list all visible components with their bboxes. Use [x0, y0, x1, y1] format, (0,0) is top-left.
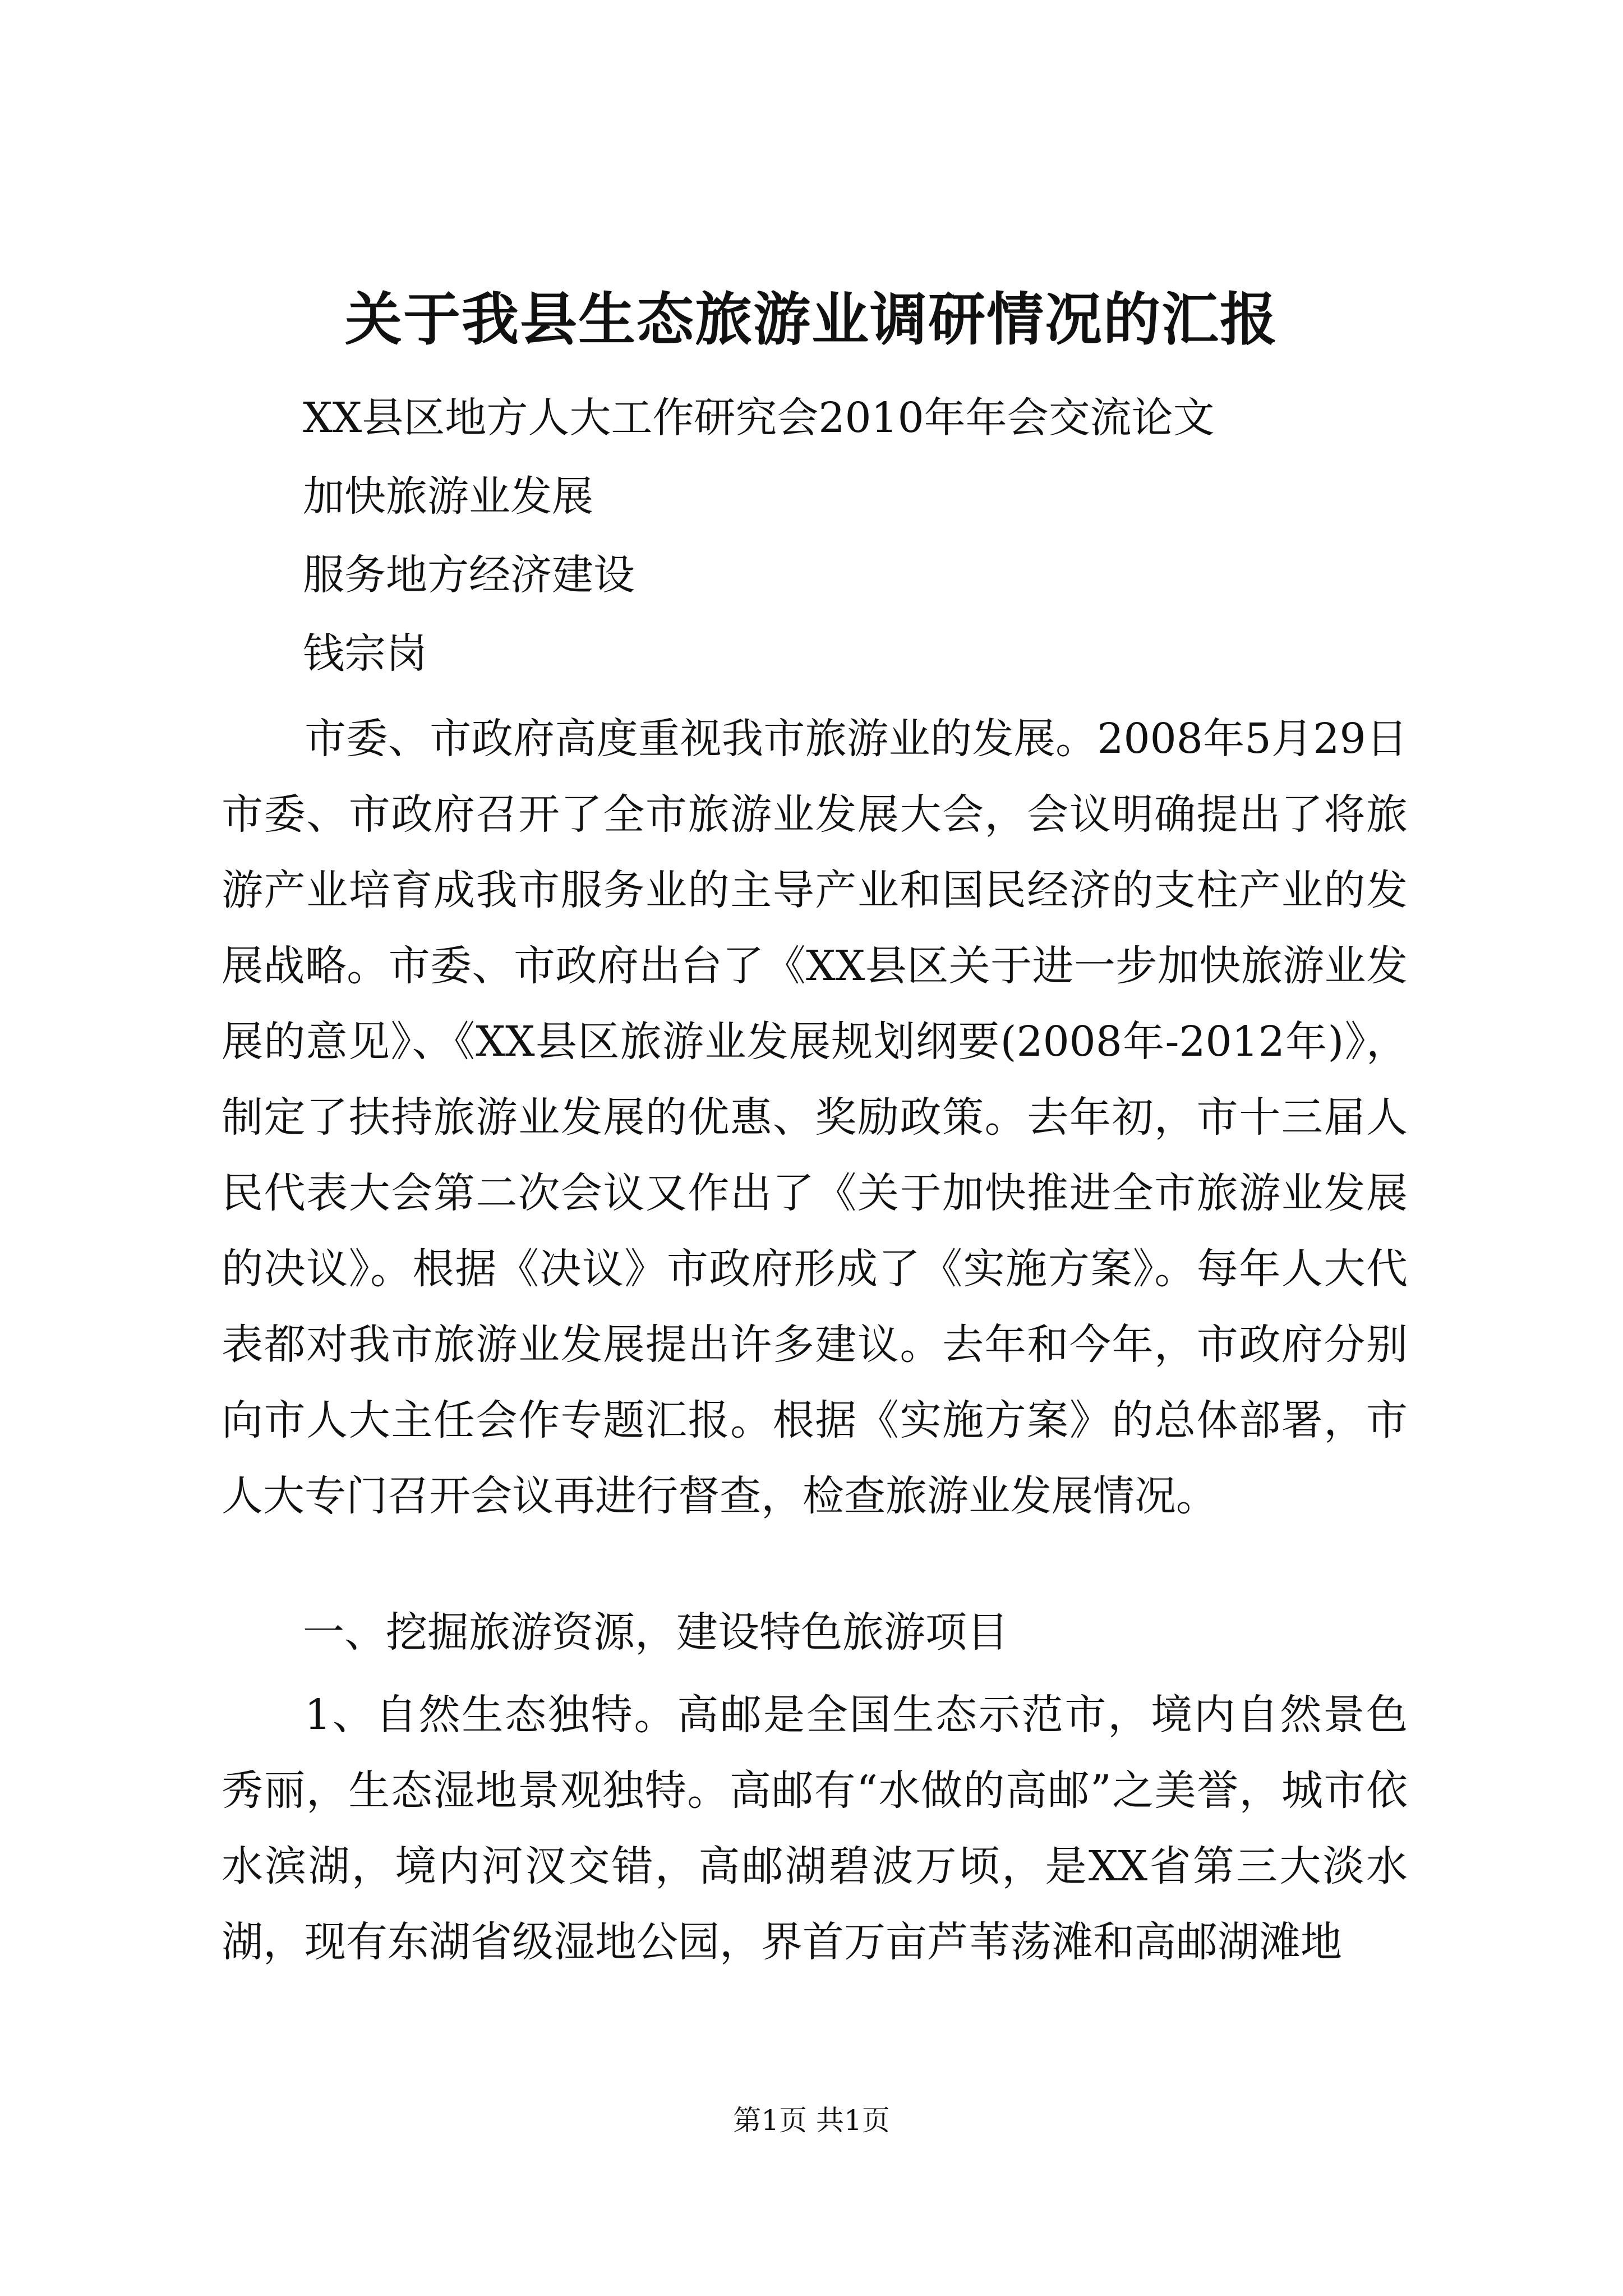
page-footer: 第1页 共1页	[733, 2104, 890, 2137]
section-heading: 一、挖掘旅游资源，建设特色旅游项目	[303, 1608, 1008, 1657]
body-paragraph-2: 1、自然生态独特。高邮是全国生态示范市，境内自然景色秀丽，生态湿地景观独特。高邮有“水做的高邮”之美誉，城市依水滨湖，境内河汊交错，高邮湖碧波万顷，是XX省第三大淡水湖，现有东湖省级湿地公园，界首万亩芦苇荡滩和高邮湖滩地	[222, 1691, 1408, 1966]
slogan-line-2: 服务地方经济建设	[303, 551, 635, 599]
subtitle: XX县区地方人大工作研究会2010年年会交流论文	[303, 394, 1215, 442]
body-paragraph-1: 市委、市政府高度重视我市旅游业的发展。2008年5月29日市委、市政府召开了全市旅游业发展大会，会议明确提出了将旅游产业培育成我市服务业的主导产业和国民经济的支柱产业的发展战略。市委、市政府出台了《XX县区关于进一步加快旅游业发展的意见》、《XX县区旅游业发展规划纲要(2008年-2012年)》，制定了扶持旅游业发展的优惠、奖励政策。去年初，市十三届人民代表大会第二次会议又作出了《关于加快推进全市旅游业发展的决议》。根据《决议》市政府形成了《实施方案》。每年人大代表都对我市旅游业发展提出许多建议。去年和今年，市政府分别向市人大主任会作专题汇报。根据《实施方案》的总体部署，市人大专门召开会议再进行督查，检查旅游业发展情况。	[222, 715, 1408, 1520]
author-name: 钱宗岗	[303, 629, 427, 678]
document-title: 关于我县生态旅游业调研情况的汇报	[345, 286, 1278, 353]
slogan-line-1: 加快旅游业发展	[303, 472, 593, 521]
